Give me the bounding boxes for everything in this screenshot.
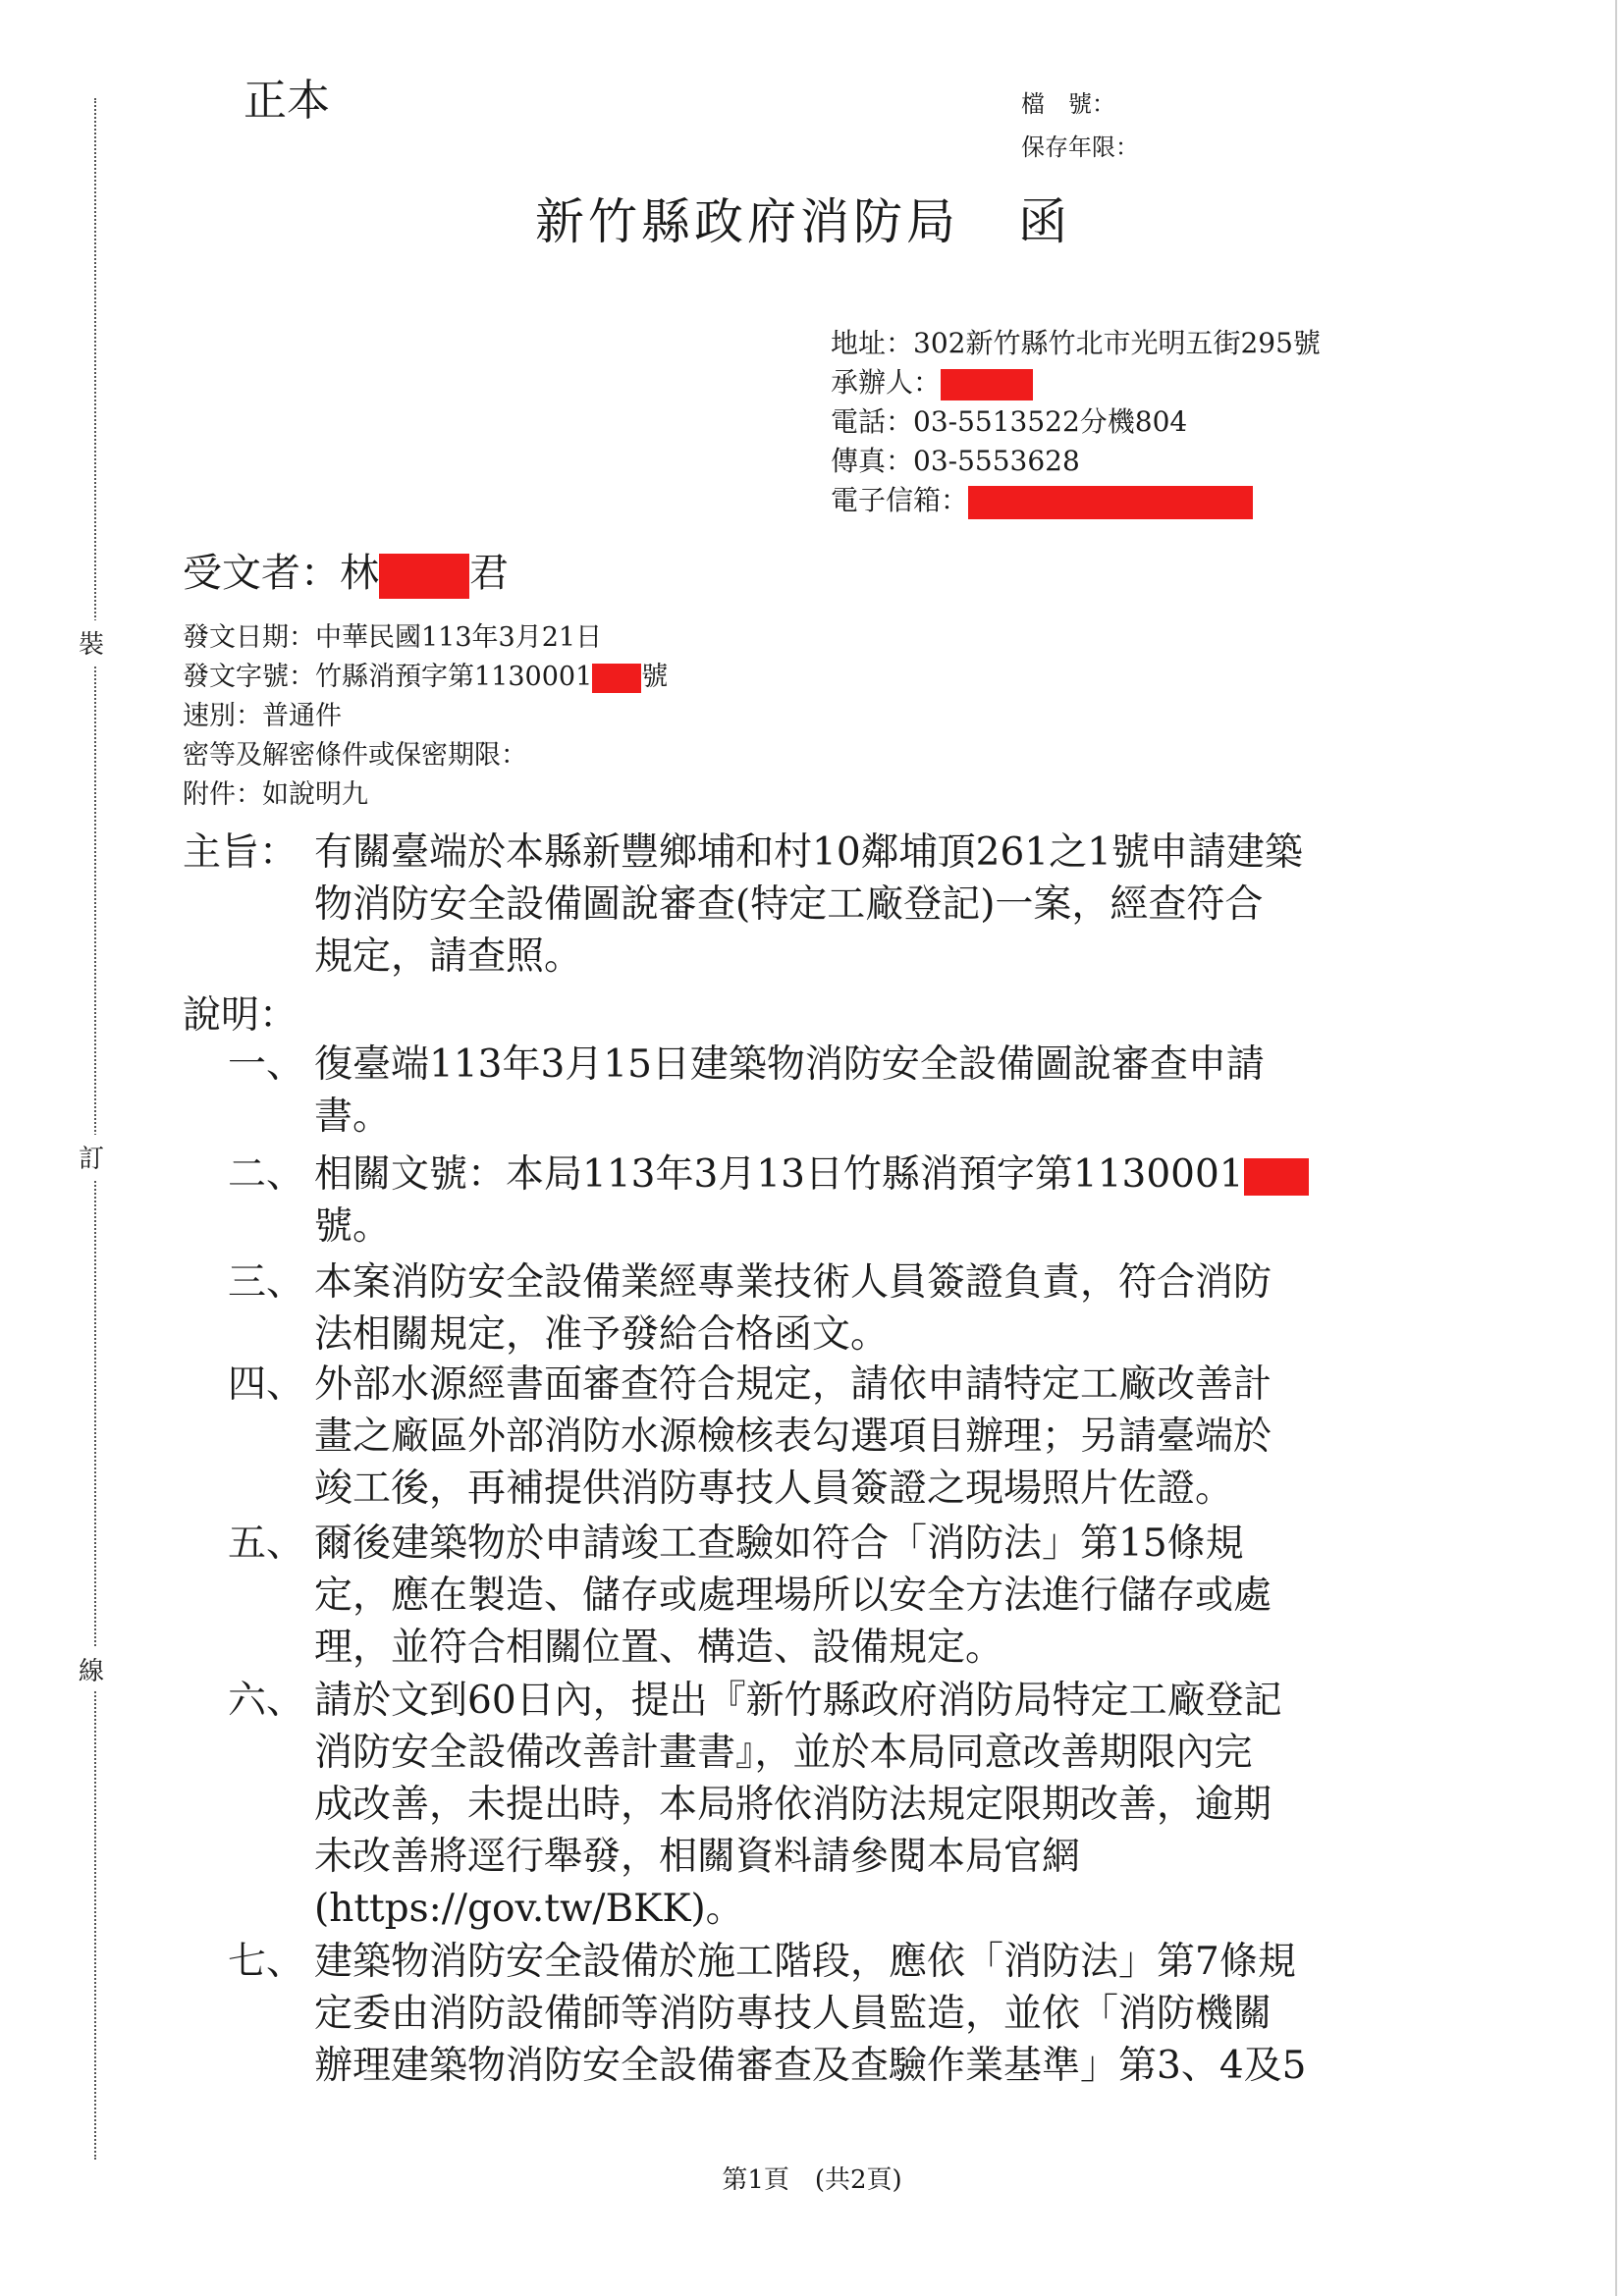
email-label: 電子信箱：	[831, 484, 969, 516]
reference-prefix: 發文字號：竹縣消預字第1130001	[183, 662, 593, 692]
explanation-item-1	[228, 1039, 1265, 1143]
recipient-suffix: 君	[469, 551, 509, 596]
contact-info	[831, 324, 1321, 520]
item-line: 定委由消防設備師等消防專技人員監造，並依「消防機關	[314, 1992, 1272, 2036]
issue-date: 發文日期：中華民國113年3月21日	[183, 622, 603, 653]
item-number: 四、	[228, 1362, 305, 1407]
explanation-item-4	[228, 1359, 1272, 1515]
subject-label: 主旨：	[183, 830, 298, 875]
redaction-email	[968, 486, 1253, 519]
handler-label: 承辦人：	[831, 366, 942, 399]
item-line: 成改善，未提出時，本局將依消防法規定限期改善，逾期	[314, 1783, 1272, 1827]
item-line: 未改善將逕行舉發，相關資料請參閱本局官網	[314, 1835, 1081, 1879]
item-line	[314, 1148, 1309, 1201]
secrecy-level: 密等及解密條件或保密期限：	[183, 740, 527, 771]
item-line: 本案消防安全設備業經專業技術人員簽證負責，符合消防	[314, 1260, 1272, 1305]
binding-mark-xian: 線	[79, 1647, 104, 1691]
item-line: 竣工後，再補提供消防專技人員簽證之現場照片佐證。	[314, 1467, 1234, 1511]
archive-info	[1021, 82, 1139, 169]
recipient-line	[183, 542, 509, 599]
explanation-item-7	[228, 1936, 1306, 2092]
attachment-note: 附件：如說明九	[183, 779, 368, 810]
explanation-item-3	[228, 1256, 1272, 1361]
explanation-label: 說明：	[183, 993, 298, 1038]
item-line: 消防安全設備改善計畫書』，並於本局同意改善期限內完	[314, 1731, 1253, 1775]
binding-mark-zhuang: 裝	[79, 620, 104, 665]
redaction-related-ref	[1244, 1158, 1309, 1196]
item-line: 畫之廠區外部消防水源檢核表勾選項目辦理；另請臺端於	[314, 1415, 1272, 1459]
item-line: 理，並符合相關位置、構造、設備規定。	[314, 1626, 1004, 1670]
item-line: 書。	[314, 1095, 392, 1139]
agency-name: 新竹縣政府消防局	[535, 193, 959, 250]
item-number: 一、	[228, 1042, 305, 1087]
file-number-label: 檔 號：	[1021, 90, 1115, 118]
item-number: 五、	[228, 1522, 305, 1566]
binding-line	[94, 98, 96, 2160]
document-metadata	[183, 618, 668, 815]
fax-line: 傳真：03-5553628	[831, 445, 1080, 477]
phone-line: 電話：03-5513522分機804	[831, 405, 1188, 438]
redaction-handler	[941, 369, 1033, 400]
page-edge-shadow	[1615, 0, 1617, 2296]
reference-suffix: 號	[641, 662, 669, 692]
item-line: 辦理建築物消防安全設備審查及查驗作業基準」第3、4及5	[314, 2044, 1307, 2088]
item-number: 三、	[228, 1260, 305, 1305]
handler-line	[831, 363, 1321, 402]
item-line: 號。	[314, 1204, 392, 1249]
page-number-footer: 第1頁 (共2頁)	[722, 2165, 902, 2195]
retention-label: 保存年限：	[1021, 133, 1139, 161]
item-line: 請於文到60日內，提出『新竹縣政府消防局特定工廠登記	[314, 1679, 1282, 1723]
item-line: 法相關規定，准予發給合格函文。	[314, 1312, 890, 1357]
explanation-item-6	[228, 1675, 1282, 1935]
redaction-recipient	[379, 554, 469, 599]
subject-line: 物消防安全設備圖說審查(特定工廠登記)一案，經查符合	[314, 882, 1264, 927]
subject-section	[183, 827, 1303, 983]
item-line: 定，應在製造、儲存或處理場所以安全方法進行儲存或處	[314, 1574, 1272, 1618]
item-line: (https://gov.tw/BKK)。	[314, 1887, 744, 1931]
address-line: 地址：302新竹縣竹北市光明五街295號	[831, 327, 1321, 359]
subject-line: 規定，請查照。	[314, 934, 583, 979]
item-number: 七、	[228, 1940, 305, 1984]
explanation-item-5	[228, 1518, 1272, 1674]
reference-number	[183, 658, 668, 697]
recipient-prefix: 受文者：林	[183, 551, 379, 596]
redaction-reference	[592, 664, 641, 693]
original-copy-label: 正本	[244, 76, 330, 126]
document-title	[535, 183, 1071, 253]
item-line: 復臺端113年3月15日建築物消防安全設備圖說審查申請	[314, 1042, 1265, 1087]
item-line: 建築物消防安全設備於施工階段，應依「消防法」第7條規	[314, 1940, 1296, 1984]
speed-class: 速別：普通件	[183, 701, 342, 731]
document-type: 函	[1018, 193, 1071, 250]
item-line-text: 相關文號：本局113年3月13日竹縣消預字第1130001	[314, 1152, 1244, 1197]
email-line	[831, 481, 1321, 520]
item-line: 外部水源經書面審查符合規定，請依申請特定工廠改善計	[314, 1362, 1272, 1407]
item-line: 爾後建築物於申請竣工查驗如符合「消防法」第15條規	[314, 1522, 1244, 1566]
item-number: 二、	[228, 1152, 305, 1197]
binding-mark-ding: 訂	[79, 1135, 104, 1179]
explanation-item-2	[228, 1148, 1309, 1253]
item-number: 六、	[228, 1679, 305, 1723]
subject-line: 有關臺端於本縣新豐鄉埔和村10鄰埔頂261之1號申請建築	[314, 830, 1303, 875]
